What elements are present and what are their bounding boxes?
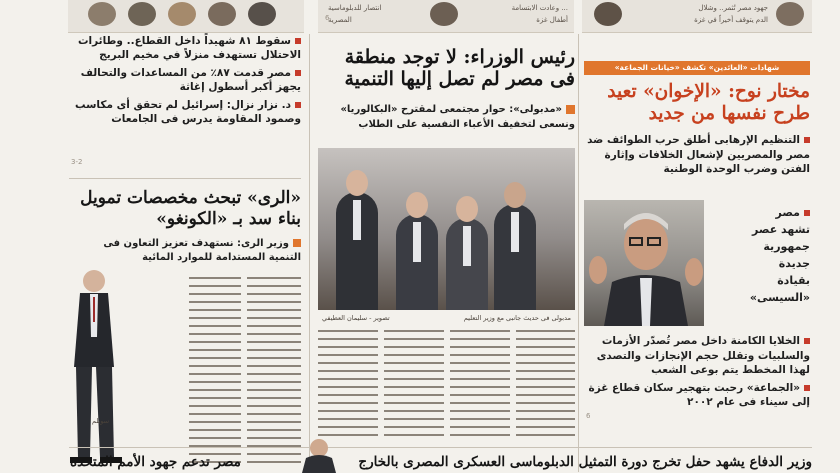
bullet-square-icon	[804, 210, 810, 216]
list-item: مصر قدمت ٨٧٪ من المساعدات والتحالف يجهز أكبر أسطول إغاثة	[80, 67, 301, 93]
column-divider	[578, 34, 579, 472]
list-item: التنظيم الإرهابى أطلق حرب الطوائف ضد مصر والمصريين لإشعال الخلافات وإثارة الفتن وضرب الوحدة الوطنية	[587, 134, 810, 175]
top-photo-thumb	[88, 2, 116, 26]
photo-caption: مدبولى فى حديث جانبى مع وزير التعليم	[463, 314, 571, 322]
top-band-left	[68, 0, 304, 33]
bottom-person-photo	[300, 436, 338, 473]
top-caption: الدم يتوقف أخيراً في غزة	[694, 16, 768, 24]
top-caption: انتصار للدبلوماسية	[328, 4, 382, 12]
top-band-right	[582, 0, 812, 33]
bullet-square-icon	[295, 70, 301, 76]
bullet-square-icon	[295, 102, 301, 108]
standing-man-figure	[70, 267, 185, 472]
nouh-photo	[584, 200, 704, 326]
top-photo-thumb	[248, 2, 276, 26]
pm-headline: رئيس الوزراء: لا توجد منطقة فى مصر لم تصل إليها التنمية	[344, 46, 575, 90]
speaking-man-figure	[584, 200, 704, 326]
left-bullet-list	[69, 34, 301, 130]
page-margin-left	[0, 0, 68, 473]
pm-meeting-photo	[318, 148, 575, 310]
top-caption: ... وعادت الابتسامة	[511, 4, 568, 12]
page-ref: 3-2	[71, 158, 83, 166]
person-figure	[494, 204, 536, 310]
top-photo-thumb	[594, 2, 622, 26]
person-figure	[336, 192, 378, 310]
nouh-headline: مختار نوح: «الإخوان» تعيد طرح نفسها من جديد	[607, 81, 810, 124]
page-margin-right	[812, 0, 840, 473]
page-ref: 6	[325, 14, 330, 22]
photo-credit: تصوير - سليمان العطيفي	[322, 314, 390, 322]
pm-subheadline: «مدبولى»: حوار مجتمعى لمقترح «البكالوريا» ونسعى لتخفيف الأعباء النفسية على الطلاب	[325, 102, 575, 132]
bullet-square-icon	[804, 137, 810, 143]
top-photo-thumb	[430, 2, 458, 26]
list-item: «الجماعة» رحبت بتهجير سكان قطاع غزة إلى سيناء فى عام ٢٠٠٢	[588, 381, 810, 408]
top-caption: جهود مصر تُثمر.. وشلال	[698, 4, 768, 12]
section-tag: شهادات «العائدين» تكشف «خيانات الجماعة»	[584, 61, 810, 75]
minister-photo	[70, 267, 185, 472]
ministry-headline: «الرى» تبحث مخصصات تمويل بناء سد بـ «الكونغو»	[80, 188, 301, 229]
left-column	[69, 34, 301, 471]
ministry-subheadline: وزير الرى: نستهدف تعزيز التعاون فى التنمية المستدامة للموارد المائية	[69, 237, 301, 265]
article-text-lines	[318, 326, 575, 471]
bullet-square-icon	[804, 385, 810, 391]
bullet-square-icon	[295, 38, 301, 44]
person-figure	[446, 218, 488, 310]
right-column	[582, 34, 812, 471]
right-bottom-bullets	[584, 334, 810, 413]
top-photo-thumb	[776, 2, 804, 26]
top-caption: المصرية	[328, 16, 352, 24]
right-side-bullet: مصر تشهد عصر جمهورية جديدة بقيادة «السيسى»	[749, 206, 810, 304]
article-text-lines	[189, 273, 301, 471]
bullet-square-icon	[804, 338, 810, 344]
top-band-mid	[318, 0, 574, 33]
page-ref: 6	[586, 412, 591, 420]
un-headline: مصر تدعم جهود الأمم المتحدة	[70, 454, 241, 470]
top-photo-thumb	[208, 2, 236, 26]
top-photo-thumb	[128, 2, 156, 26]
photo-credit: سويلم	[92, 417, 110, 425]
middle-column	[318, 34, 575, 471]
column-divider	[309, 34, 310, 472]
right-bullet-list	[584, 133, 810, 180]
list-item: سقوط ٨١ شهيداً داخل القطاع.. وطائرات الاحتلال تستهدف منزلاً في مخيم البريج	[77, 35, 301, 61]
section-divider	[69, 178, 301, 179]
bottom-divider	[69, 447, 813, 448]
top-caption: أطفال غزة	[536, 16, 568, 24]
top-photo-thumb	[168, 2, 196, 26]
defense-headline: وزير الدفاع يشهد حفل تخرج دورة التمثيل الدبلوماسى العسكرى المصرى بالخارج	[358, 454, 812, 470]
list-item: الخلايا الكامنة داخل مصر تُصدّر الأزمات والسلبيات وتقلل حجم الإنجازات والتصدى لهذا المخطط يتم بوعى الشعب	[596, 335, 810, 376]
person-figure	[396, 214, 438, 310]
list-item: د. نزار نزال: إسرائيل لم تحقق أى مكاسب وصمود المقاومة يدرس فى الجامعات	[74, 99, 301, 125]
